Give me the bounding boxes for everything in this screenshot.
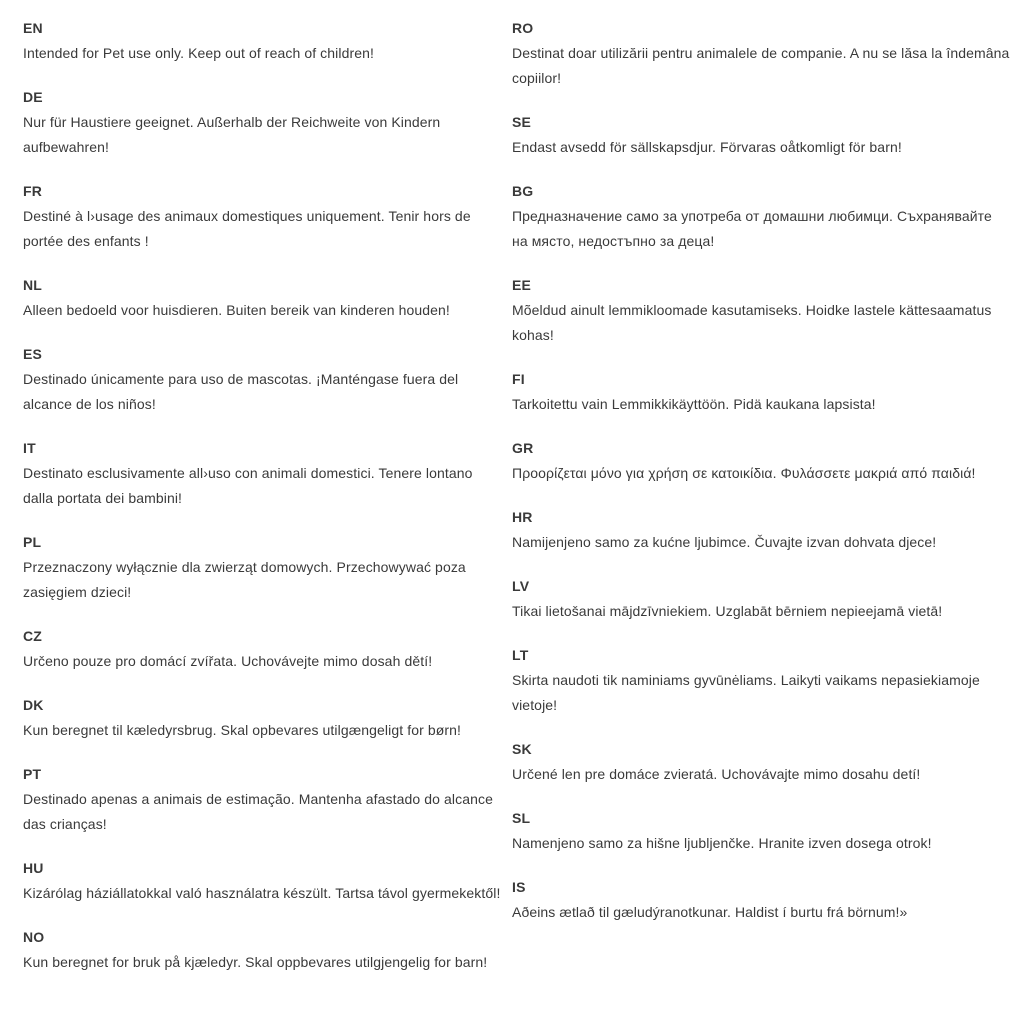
language-code-label: EN <box>23 20 43 36</box>
language-block-hu <box>23 856 503 906</box>
language-block-fr <box>23 179 503 254</box>
warning-text: Kun beregnet for bruk på kjæledyr. Skal oppbevares utilgjengelig for barn! <box>23 954 488 970</box>
language-code-label: HR <box>512 509 533 525</box>
language-block-pl <box>23 530 503 605</box>
language-block-is <box>512 875 1010 925</box>
language-block-it <box>23 436 503 511</box>
warning-text: Destinado únicamente para uso de mascotas. ¡Manténgase fuera del alcance de los niños! <box>23 371 459 412</box>
warning-text: Предназначение само за употреба от домашни любимци. Съхранявайте на място, недостъпно за деца! <box>512 208 992 249</box>
language-block-sl <box>512 806 1010 856</box>
warning-text: Tarkoitettu vain Lemmikkikäyttöön. Pidä kaukana lapsista! <box>512 396 876 412</box>
language-block-gr <box>512 436 1010 486</box>
language-code-label: IS <box>512 879 526 895</box>
warning-text: Kun beregnet til kæledyrsbrug. Skal opbevares utilgængeligt for børn! <box>23 722 462 738</box>
language-block-dk <box>23 693 503 743</box>
language-code-label: SL <box>512 810 531 826</box>
language-code-label: FR <box>23 183 43 199</box>
warning-text: Určené len pre domáce zvieratá. Uchovávajte mimo dosahu detí! <box>512 766 921 782</box>
warning-text: Intended for Pet use only. Keep out of reach of children! <box>23 45 374 61</box>
warning-text: Mõeldud ainult lemmikloomade kasutamiseks. Hoidke lastele kättesaamatus kohas! <box>512 302 992 343</box>
language-code-label: SK <box>512 741 532 757</box>
warning-text: Przeznaczony wyłącznie dla zwierząt domowych. Przechowywać poza zasięgiem dzieci! <box>23 559 466 600</box>
warning-text: Destinat doar utilizării pentru animalele de companie. A nu se lăsa la îndemâna copiilor! <box>512 45 1010 86</box>
language-code-label: LT <box>512 647 529 663</box>
language-block-no <box>23 925 503 975</box>
language-code-label: RO <box>512 20 534 36</box>
language-block-ro <box>512 16 1010 91</box>
language-code-label: ES <box>23 346 43 362</box>
warning-text: Určeno pouze pro domácí zvířata. Uchovávejte mimo dosah dětí! <box>23 653 433 669</box>
warning-text: Destinado apenas a animais de estimação. Mantenha afastado do alcance das crianças! <box>23 791 493 832</box>
language-block-sk <box>512 737 1010 787</box>
language-code-label: IT <box>23 440 36 456</box>
language-code-label: PT <box>23 766 42 782</box>
language-code-label: NO <box>23 929 45 945</box>
language-code-label: LV <box>512 578 530 594</box>
language-code-label: PL <box>23 534 42 550</box>
language-code-label: CZ <box>23 628 43 644</box>
language-block-ee <box>512 273 1010 348</box>
language-code-label: HU <box>23 860 44 876</box>
language-code-label: SE <box>512 114 532 130</box>
language-block-nl <box>23 273 503 323</box>
warning-text: Προορίζεται μόνο για χρήση σε κατοικίδια. Φυλάσσετε μακριά από παιδιά! <box>512 465 976 481</box>
language-code-label: EE <box>512 277 532 293</box>
warning-text: Kizárólag háziállatokkal való használatra készült. Tartsa távol gyermekektől! <box>23 885 501 901</box>
warning-text: Namenjeno samo za hišne ljubljenčke. Hranite izven dosega otrok! <box>512 835 932 851</box>
warning-text: Namijenjeno samo za kućne ljubimce. Čuvajte izvan dohvata djece! <box>512 534 937 550</box>
language-block-es <box>23 342 503 417</box>
warning-text: Tikai lietošanai mājdzīvniekiem. Uzglabāt bērniem nepieejamā vietā! <box>512 603 943 619</box>
language-block-de <box>23 85 503 160</box>
warning-text: Destiné à l›usage des animaux domestiques uniquement. Tenir hors de portée des enfants ! <box>23 208 471 249</box>
warning-text: Alleen bedoeld voor huisdieren. Buiten bereik van kinderen houden! <box>23 302 450 318</box>
column-left <box>23 16 503 994</box>
warning-text: Skirta naudoti tik naminiams gyvūnėliams. Laikyti vaikams nepasiekiamoje vietoje! <box>512 672 980 713</box>
language-block-cz <box>23 624 503 674</box>
column-right <box>512 16 1010 994</box>
warning-text: Endast avsedd för sällskapsdjur. Förvaras oåtkomligt för barn! <box>512 139 902 155</box>
language-block-lv <box>512 574 1010 624</box>
warning-text: Nur für Haustiere geeignet. Außerhalb der Reichweite von Kindern aufbewahren! <box>23 114 441 155</box>
language-code-label: FI <box>512 371 525 387</box>
language-code-label: DE <box>23 89 43 105</box>
language-block-en <box>23 16 503 66</box>
language-block-se <box>512 110 1010 160</box>
language-code-label: DK <box>23 697 44 713</box>
language-block-bg <box>512 179 1010 254</box>
language-block-lt <box>512 643 1010 718</box>
language-block-pt <box>23 762 503 837</box>
language-block-hr <box>512 505 1010 555</box>
warning-text: Destinato esclusivamente all›uso con animali domestici. Tenere lontano dalla portata dei bambini! <box>23 465 473 506</box>
language-code-label: NL <box>23 277 43 293</box>
language-code-label: GR <box>512 440 534 456</box>
warning-text: Aðeins ætlað til gæludýranotkunar. Haldist í burtu frá börnum!» <box>512 904 908 920</box>
language-code-label: BG <box>512 183 534 199</box>
language-block-fi <box>512 367 1010 417</box>
